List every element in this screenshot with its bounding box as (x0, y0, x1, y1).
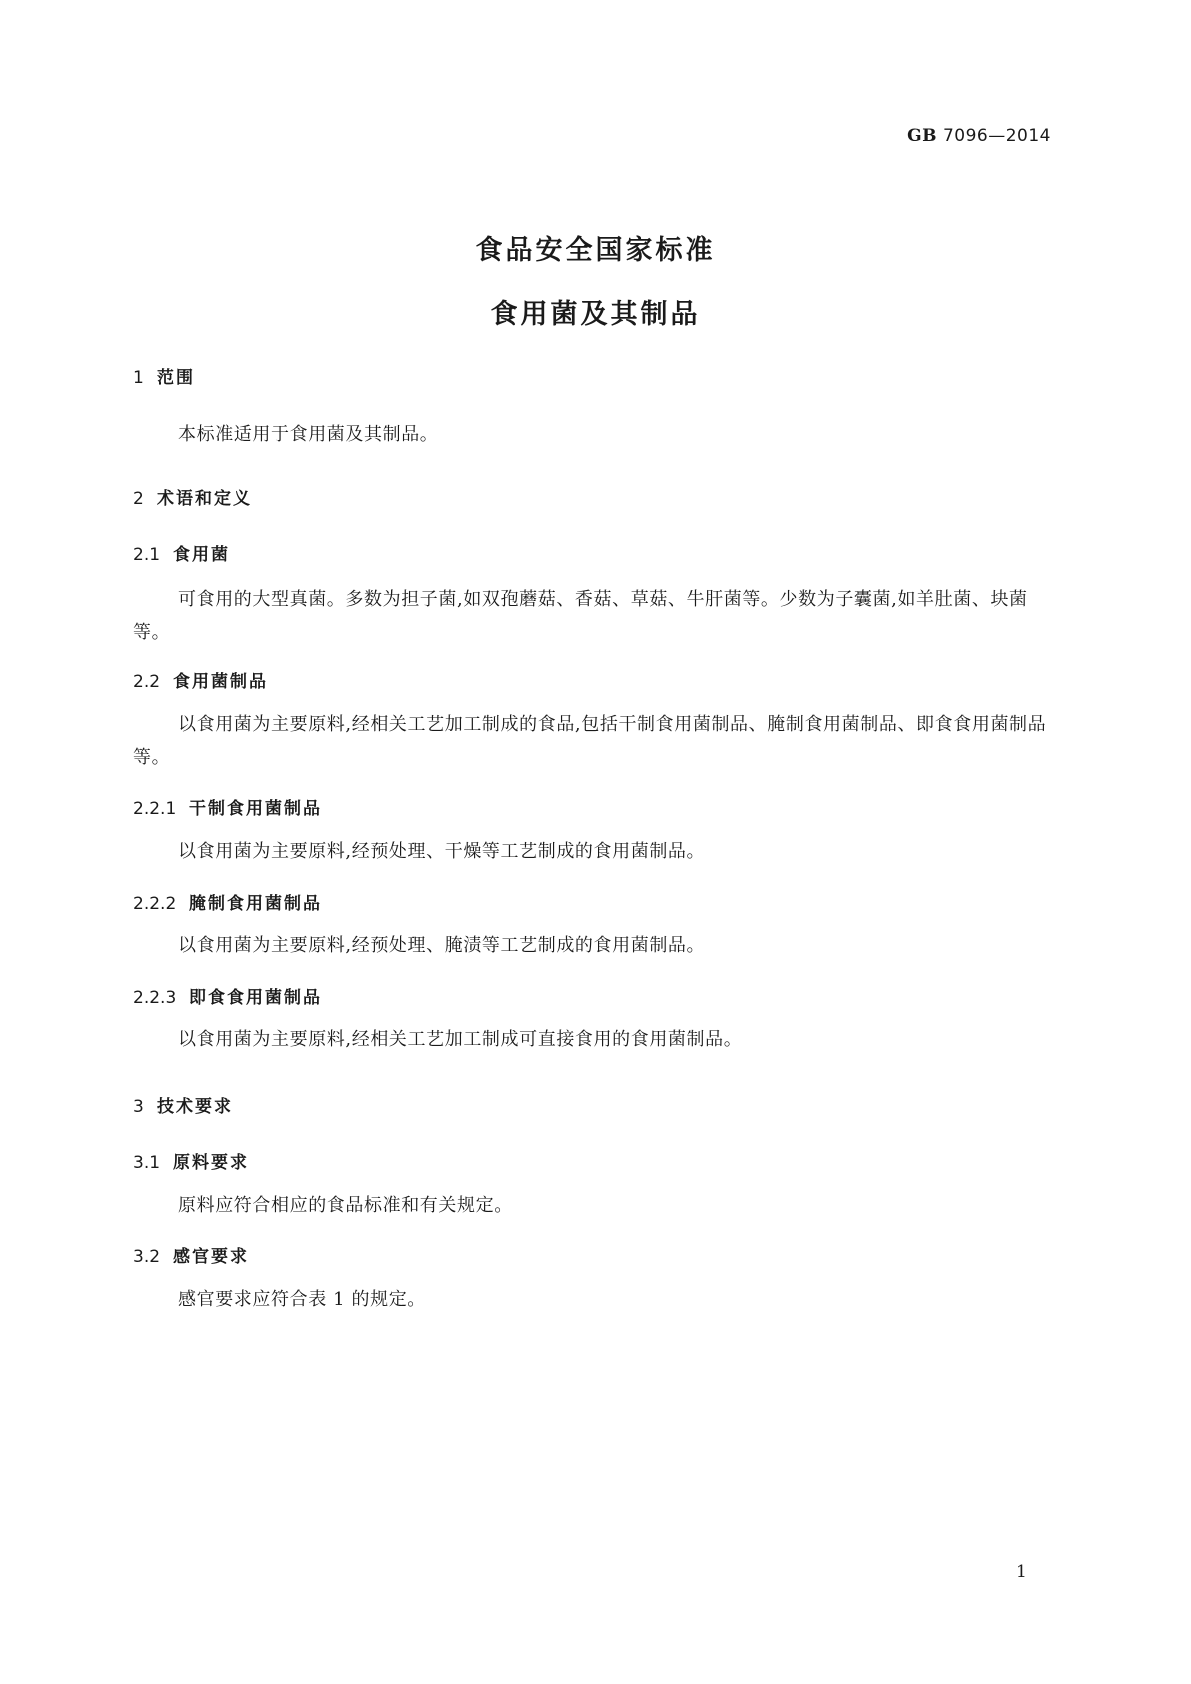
section-title: 感官要求 (173, 1247, 249, 1267)
section-number: 2.2.3 (133, 988, 177, 1008)
section-2-2-1-text: 以食用菌为主要原料,经预处理、干燥等工艺制成的食用菌制品。 (178, 841, 706, 862)
section-number: 2.2 (133, 672, 161, 692)
section-title: 干制食用菌制品 (189, 799, 322, 819)
section-number: 2.1 (133, 545, 161, 565)
section-heading-2-2 (133, 667, 268, 692)
section-title: 食用菌制品 (173, 672, 268, 692)
section-3-1-text: 原料应符合相应的食品标准和有关规定。 (178, 1195, 513, 1216)
section-2-2-3-text: 以食用菌为主要原料,经相关工艺加工制成可直接食用的食用菌制品。 (178, 1029, 743, 1050)
section-heading-2-1 (133, 540, 230, 565)
section-heading-2 (133, 484, 252, 509)
section-2-1-text: 可食用的大型真菌。多数为担子菌,如双孢蘑菇、香菇、草菇、牛肝菌等。少数为子囊菌,如羊肚菌、块菌等。 (133, 589, 1028, 643)
section-title: 技术要求 (157, 1097, 233, 1117)
section-heading-3-2 (133, 1242, 249, 1267)
section-title: 腌制食用菌制品 (189, 894, 322, 914)
section-1-text: 本标准适用于食用菌及其制品。 (178, 424, 439, 445)
document-title-line2: 食用菌及其制品 (490, 299, 701, 330)
standard-number: 7096—2014 (942, 126, 1051, 146)
standard-prefix: GB (907, 126, 937, 146)
section-number: 1 (133, 368, 144, 388)
section-heading-2-2-3 (133, 983, 322, 1008)
section-number: 2.2.1 (133, 799, 177, 819)
section-title: 食用菌 (173, 545, 230, 565)
document-title-line1: 食品安全国家标准 (475, 235, 716, 266)
section-number: 3.1 (133, 1153, 161, 1173)
standard-code (907, 126, 1051, 146)
section-number: 3 (133, 1097, 144, 1117)
section-number: 3.2 (133, 1247, 161, 1267)
section-2-2-2-text: 以食用菌为主要原料,经预处理、腌渍等工艺制成的食用菌制品。 (178, 935, 706, 956)
section-heading-1 (133, 363, 195, 388)
page-number: 1 (1016, 1562, 1027, 1582)
section-heading-3 (133, 1092, 233, 1117)
section-title: 即食食用菌制品 (189, 988, 322, 1008)
section-3-2-text: 感官要求应符合表 1 的规定。 (178, 1289, 426, 1310)
section-heading-3-1 (133, 1148, 249, 1173)
section-2-2-text: 以食用菌为主要原料,经相关工艺加工制成的食品,包括干制食用菌制品、腌制食用菌制品、即食食用菌制品等。 (133, 714, 1047, 768)
section-number: 2.2.2 (133, 894, 177, 914)
section-heading-2-2-1 (133, 794, 322, 819)
section-heading-2-2-2 (133, 889, 322, 914)
section-title: 范围 (157, 368, 195, 388)
section-title: 术语和定义 (157, 489, 252, 509)
section-title: 原料要求 (173, 1153, 249, 1173)
section-number: 2 (133, 489, 144, 509)
